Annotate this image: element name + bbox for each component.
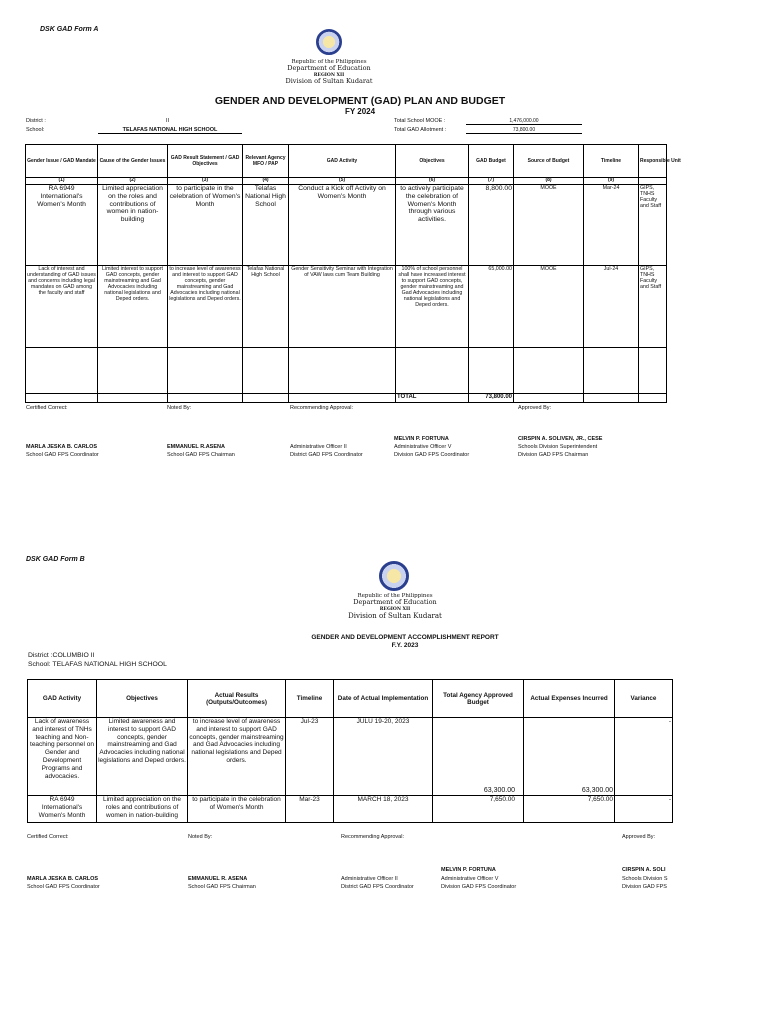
table-row (28, 796, 673, 823)
signatory-name: EMMANUEL R.ASENA (167, 444, 225, 450)
cell-timeline: Jul-23 (286, 718, 334, 796)
table-row-empty (26, 348, 667, 394)
school-label: School: (26, 127, 45, 133)
region-text: REGION XII (313, 72, 345, 78)
cell-objectives: to actively participate the celebration of Women's Month through various activities. (396, 185, 469, 266)
signatory-position: Administrative Officer II (290, 444, 347, 450)
col-number: (5) (289, 178, 396, 185)
signatory-position: School GAD FPS Chairman (167, 452, 235, 458)
signatory-position: Administrative Officer V (394, 444, 452, 450)
cell-cause: Limited appreciation on the roles and contributions of women in nation-building (98, 185, 168, 266)
cell-activity: Gender Sensitivity Seminar with Integration of VAW laws cum Team Building (289, 266, 396, 348)
col-header: Objectives (396, 145, 469, 178)
cell-approved: 7,650.00 (433, 796, 524, 823)
cell-activity: Conduct a Kick off Activity on Women's Month (289, 185, 396, 266)
cell-variance: - (615, 718, 673, 796)
allot-label: Total GAD Allotment : (394, 127, 447, 133)
approved-caption: Approved By: (518, 405, 552, 411)
cell-cause: Limited interest to support GAD concepts, gender mainstreaming and Gad Advocacies including national legislations and Deped orders. (98, 266, 168, 348)
division-text: Division of Sultan Kudarat (348, 611, 442, 620)
signatory-position: Division GAD FPS Coordinator (394, 452, 470, 458)
form-a-fy: FY 2024 (344, 107, 376, 116)
signatory-name: MARLA JESKA B. CARLOS (27, 876, 99, 882)
deped-seal-icon (379, 561, 409, 591)
cell-objectives: Limited appreciation on the roles and contributions of women in nation-building (97, 796, 188, 823)
district-value: II (166, 118, 170, 124)
signatory-name: CIRSPIN A. SOLIVEN, JR., CESE (518, 436, 603, 442)
col-header: Variance (615, 680, 673, 718)
cell-results: to participate in the celebration of Women's Month (188, 796, 286, 823)
signatory-position: Schools Division Superintendent (518, 444, 598, 450)
col-header: Gender Issue / GAD Mandate (26, 145, 98, 178)
cell-activity: Lack of awareness and interest of TNHs teaching and Non-teaching personnel on Gender and Development Programs and advocacies. (28, 718, 97, 796)
signatory-position: Administrative Officer V (441, 876, 499, 882)
recommending-caption: Recommending Approval: (341, 834, 404, 840)
department-text: Department of Education (287, 64, 371, 73)
signatory-position: District GAD FPS Coordinator (290, 452, 363, 458)
mooe-label: Total School MOOE : (394, 118, 446, 124)
table-row (26, 185, 667, 266)
form-b-title: GENDER AND DEVELOPMENT ACCOMPLISHMENT REPORT (311, 634, 499, 641)
signatory-name: EMMANUEL R. ASENA (188, 876, 248, 882)
plan-table-number-row (26, 178, 667, 185)
cell-result: to participate in the celebration of Women's Month (168, 185, 243, 266)
division-text: Division of Sultan Kudarat (285, 76, 373, 85)
cell-approved: 63,300.00 (433, 718, 524, 796)
signatory-position: School GAD FPS Coordinator (27, 884, 100, 890)
form-b-fy: F.Y. 2023 (391, 642, 419, 649)
col-header: Source of Budget (514, 145, 584, 178)
signatory-position: Division GAD FPS (622, 884, 667, 890)
cell-timeline: Mar-23 (286, 796, 334, 823)
cell-activity: RA 6949 International's Women's Month (28, 796, 97, 823)
col-header: Actual Expenses Incurred (524, 680, 615, 718)
table-row (26, 266, 667, 348)
cell-expenses: 63,300.00 (524, 718, 615, 796)
noted-caption: Noted By: (167, 405, 192, 411)
form-a-agency-header (264, 59, 394, 85)
plan-table-header-row (26, 145, 667, 178)
cell-results: to increase level of awareness and interest to support GAD concepts, gender mainstreaming and Gad Advocacies including national legislations and Deped orders. (188, 718, 286, 796)
col-header: GAD Activity (28, 680, 97, 718)
total-label: TOTAL (396, 394, 469, 403)
form-b-district: District :COLUMBIO II (28, 652, 95, 659)
total-value: 73,800.00 (469, 394, 514, 403)
cell-variance: - (615, 796, 673, 823)
form-b-report-table (27, 679, 673, 823)
cell-mfo: Telafas National High School (243, 185, 289, 266)
signatory-position: Division GAD FPS Chairman (518, 452, 589, 458)
cell-issue: RA 6949 International's Women's Month (26, 185, 98, 266)
signatory-position: Administrative Officer II (341, 876, 398, 882)
cell-objectives: Limited awareness and interest to support GAD concepts, gender mainstreaming and Gad Advocacies including national legislations and Deped orders. (97, 718, 188, 796)
signatory-position: District GAD FPS Coordinator (341, 884, 414, 890)
total-row (26, 394, 667, 403)
cell-objectives: 100% of school personnel shall have increased interest to support GAD concepts, gender mainstreaming and Gad Advocacies including national legislations and Deped orders. (396, 266, 469, 348)
col-header: Responsible Unit (639, 145, 667, 178)
district-label: District : (26, 118, 46, 124)
col-number: (4) (243, 178, 289, 185)
col-header: Timeline (584, 145, 639, 178)
approved-caption: Approved By: (622, 834, 656, 840)
col-header: GAD Result Statement / GAD Objectives (168, 145, 243, 178)
signatory-name: MELVIN P. FORTUNA (441, 867, 496, 873)
certified-caption: Certified Correct: (27, 834, 69, 840)
mooe-value: 1,476,000.00 (466, 118, 582, 125)
table-row (28, 718, 673, 796)
col-number: (3) (168, 178, 243, 185)
cell-expenses: 7,650.00 (524, 796, 615, 823)
signatory-position: Schools Division S (622, 876, 668, 882)
col-header: GAD Activity (289, 145, 396, 178)
col-number: (9) (584, 178, 639, 185)
cell-timeline: Jul-24 (584, 266, 639, 348)
col-number: (2) (98, 178, 168, 185)
form-b-agency-header (320, 593, 470, 620)
cell-date: JULU 19-20, 2023 (334, 718, 433, 796)
cell-unit: GIPS, TNHS Faculty and Staff (639, 185, 667, 266)
col-header: Objectives (97, 680, 188, 718)
republic-text: Republic of the Philippines (291, 59, 367, 65)
school-value: TELAFAS NATIONAL HIGH SCHOOL (98, 127, 242, 134)
cell-mfo: Telafas National High School (243, 266, 289, 348)
col-number: (8) (514, 178, 584, 185)
col-header: Date of Actual Implementation (334, 680, 433, 718)
col-number: (6) (396, 178, 469, 185)
region-text: REGION XII (379, 606, 411, 612)
signatory-name: MARLA JESKA B. CARLOS (26, 444, 98, 450)
report-table-header-row (28, 680, 673, 718)
noted-caption: Noted By: (188, 834, 213, 840)
col-header: Relevant Agency MFO / PAP (243, 145, 289, 178)
col-header: Actual Results (Outputs/Outcomes) (188, 680, 286, 718)
cell-issue: Lack of interest and understanding of GAD issues and concerns including legal mandates on GAD among the faculty and staff (26, 266, 98, 348)
cell-budget: 65,000.00 (469, 266, 514, 348)
cell-unit: GIPS, TNHS Faculty and Staff (639, 266, 667, 348)
col-header: GAD Budget (469, 145, 514, 178)
col-header: Cause of the Gender Issues (98, 145, 168, 178)
form-b-label: DSK GAD Form B (26, 556, 85, 563)
form-b-school: School: TELAFAS NATIONAL HIGH SCHOOL (28, 661, 167, 668)
col-number: (7) (469, 178, 514, 185)
signatory-position: School GAD FPS Chairman (188, 884, 256, 890)
signatory-position: Division GAD FPS Coordinator (441, 884, 517, 890)
cell-date: MARCH 18, 2023 (334, 796, 433, 823)
cell-timeline: Mar-24 (584, 185, 639, 266)
recommending-caption: Recommending Approval: (290, 405, 353, 411)
cell-result: to increase level of awareness and interest to support GAD concepts, gender mainstreaming and Gad Advocacies including national legislations and Deped orders. (168, 266, 243, 348)
col-header: Timeline (286, 680, 334, 718)
signatory-name: CIRSPIN A. SOLI (622, 867, 666, 873)
signatory-position: School GAD FPS Coordinator (26, 452, 99, 458)
cell-source: MOOE (514, 266, 584, 348)
form-a-plan-table (25, 144, 681, 403)
certified-caption: Certified Correct: (26, 405, 68, 411)
col-header: Total Agency Approved Budget (433, 680, 524, 718)
cell-source: MOOE (514, 185, 584, 266)
signatory-name: MELVIN P. FORTUNA (394, 436, 449, 442)
form-a-title: GENDER AND DEVELOPMENT (GAD) PLAN AND BUDGET (214, 95, 506, 107)
allot-value: 73,800.00 (466, 127, 582, 134)
cell-budget: 8,800.00 (469, 185, 514, 266)
deped-seal-icon (316, 29, 342, 55)
col-number: (1) (26, 178, 98, 185)
form-a-label: DSK GAD Form A (40, 26, 99, 33)
republic-text: Republic of the Philippines (357, 593, 433, 599)
department-text: Department of Education (353, 598, 437, 607)
